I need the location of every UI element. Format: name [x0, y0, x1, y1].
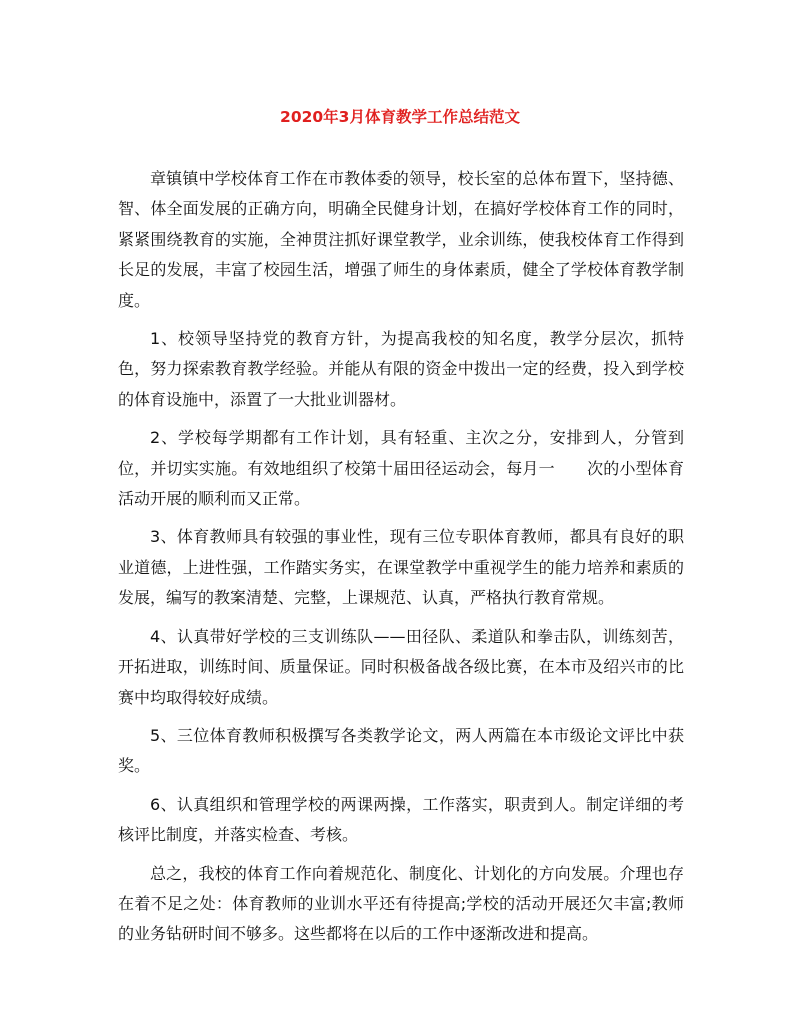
paragraph-item-6: 6、认真组织和管理学校的两课两操，工作落实，职责到人。制定详细的考核评比制度，并落实检查、考核。 — [118, 794, 684, 845]
document-title: 2020年3月体育教学工作总结范文 — [280, 108, 520, 126]
paragraph-item-1: 1、校领导坚持党的教育方针，为提高我校的知名度，教学分层次，抓特色，努力探索教育教学经验。并能从有限的资金中拨出一定的经费，投入到学校的体育设施中，添置了一大批业训器材。 — [118, 329, 684, 409]
paragraph-item-2: 2、学校每学期都有工作计划，具有轻重、主次之分，安排到人，分管到位，并切实实施。有效地组织了校第十届田径运动会，每月一 次的小型体育活动开展的顺利而又正常。 — [118, 428, 684, 509]
paragraph-item-3: 3、体育教师具有较强的事业性，现有三位专职体育教师，都具有良好的职业道德，上进性强，工作踏实务实，在课堂教学中重视学生的能力培养和素质的发展，编写的教案清楚、完整，上课规范、认真，严格执行教育常规。 — [118, 527, 684, 608]
paragraph-summary: 总之，我校的体育工作向着规范化、制度化、计划化的方向发展。介理也存在着不足之处：体育教师的业训水平还有待提高;学校的活动开展还欠丰富;教师的业务钻研时间不够多。这些都将在以后的工作中逐渐改进和提高。 — [118, 863, 684, 944]
paragraph-item-5: 5、三位体育教师积极撰写各类教学论文，两人两篇在本市级论文评比中获奖。 — [118, 725, 684, 776]
paragraph-item-4: 4、认真带好学校的三支训练队——田径队、柔道队和拳击队，训练刻苦，开拓进取，训练时间、质量保证。同时积极备战各级比赛，在本市及绍兴市的比赛中均取得较好成绩。 — [118, 626, 684, 707]
document-body — [118, 164, 684, 958]
paragraph-intro: 章镇镇中学校体育工作在市教体委的领导，校长室的总体布置下，坚持德、智、体全面发展的正确方向，明确全民健身计划，在搞好学校体育工作的同时，紧紧围绕教育的实施，全神贯注抓好课堂教学，业余训练，使我校体育工作得到长足的发展，丰富了校园生活，增强了师生的身体素质，健全了学校体育教学制度。 — [118, 169, 684, 310]
